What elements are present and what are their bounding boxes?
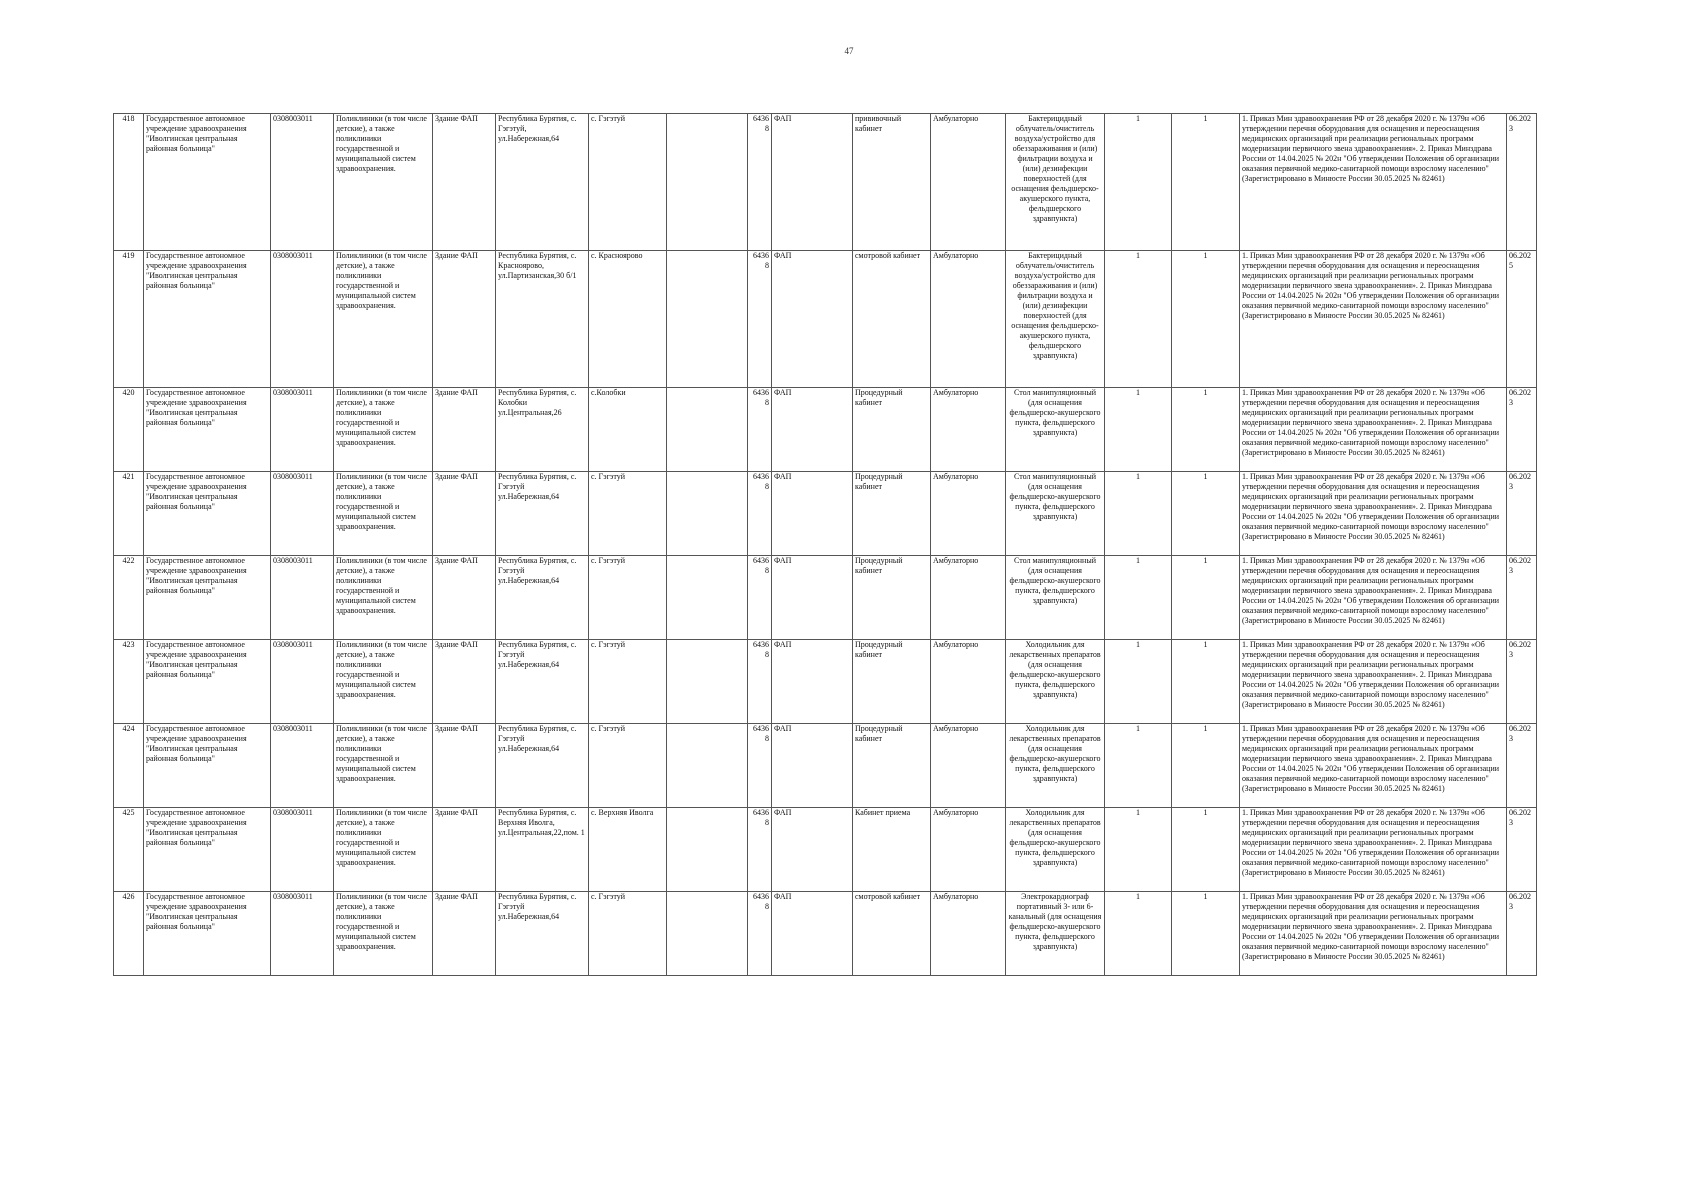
cell-organization-name: Государственное автономное учреждение здравоохранения "Иволгинская центральная районная больница" bbox=[144, 640, 271, 724]
cell-address: Республика Бурятия, с. Гэгэтуй ул.Набережная,64 bbox=[496, 724, 589, 808]
cell-organization-name: Государственное автономное учреждение здравоохранения "Иволгинская центральная районная больница" bbox=[144, 808, 271, 892]
cell-unit-type: ФАП bbox=[772, 472, 853, 556]
cell-unit-type: ФАП bbox=[772, 892, 853, 976]
table-row bbox=[114, 114, 1537, 251]
cell-organization-name: Государственное автономное учреждение здравоохранения "Иволгинская центральная районная больница" bbox=[144, 251, 271, 388]
cell-quantity-planned: 1 bbox=[1172, 892, 1240, 976]
cell-extra-field bbox=[667, 388, 748, 472]
cell-care-form: Амбулаторно bbox=[931, 724, 1006, 808]
cell-area-code: 64368 bbox=[748, 251, 772, 388]
cell-organization-name: Государственное автономное учреждение здравоохранения "Иволгинская центральная районная больница" bbox=[144, 892, 271, 976]
table-row bbox=[114, 251, 1537, 388]
table-row bbox=[114, 556, 1537, 640]
cell-unit-type: ФАП bbox=[772, 114, 853, 251]
cell-row-number: 420 bbox=[114, 388, 144, 472]
cell-extra-field bbox=[667, 892, 748, 976]
cell-room-type: Процедурный кабинет bbox=[853, 556, 931, 640]
cell-unit-type: ФАП bbox=[772, 724, 853, 808]
cell-activity-profile: Поликлиники (в том числе детские), а также поликлиники государственной и муниципальной систем здравоохранения. bbox=[334, 388, 433, 472]
cell-activity-profile: Поликлиники (в том числе детские), а также поликлиники государственной и муниципальной систем здравоохранения. bbox=[334, 556, 433, 640]
cell-address: Республика Бурятия, с. Колобки ул.Центральная,26 bbox=[496, 388, 589, 472]
cell-organization-code: 0308003011 bbox=[271, 388, 334, 472]
page-number: 47 bbox=[844, 46, 854, 56]
cell-delivery-date: 06.2023 bbox=[1507, 388, 1537, 472]
cell-care-form: Амбулаторно bbox=[931, 808, 1006, 892]
cell-building-type: Здание ФАП bbox=[433, 251, 496, 388]
cell-activity-profile: Поликлиники (в том числе детские), а также поликлиники государственной и муниципальной систем здравоохранения. bbox=[334, 640, 433, 724]
cell-row-number: 421 bbox=[114, 472, 144, 556]
cell-delivery-date: 06.2023 bbox=[1507, 808, 1537, 892]
cell-care-form: Амбулаторно bbox=[931, 388, 1006, 472]
cell-equipment-name: Холодильник для лекарственных препаратов (для оснащения фельдшерско-акушерского пункта, фельдшерского здравпункта) bbox=[1006, 640, 1105, 724]
cell-row-number: 419 bbox=[114, 251, 144, 388]
cell-settlement: с. Гэгэтуй bbox=[589, 472, 667, 556]
cell-unit-type: ФАП bbox=[772, 556, 853, 640]
cell-unit-type: ФАП bbox=[772, 388, 853, 472]
cell-building-type: Здание ФАП bbox=[433, 892, 496, 976]
cell-quantity-planned: 1 bbox=[1172, 388, 1240, 472]
cell-building-type: Здание ФАП bbox=[433, 556, 496, 640]
cell-care-form: Амбулаторно bbox=[931, 892, 1006, 976]
cell-care-form: Амбулаторно bbox=[931, 556, 1006, 640]
cell-organization-name: Государственное автономное учреждение здравоохранения "Иволгинская центральная районная больница" bbox=[144, 388, 271, 472]
cell-building-type: Здание ФАП bbox=[433, 808, 496, 892]
table-row bbox=[114, 808, 1537, 892]
cell-equipment-name: Стол манипуляционный (для оснащения фельдшерско-акушерского пункта, фельдшерского здравпункта) bbox=[1006, 472, 1105, 556]
cell-settlement: с. Гэгэтуй bbox=[589, 640, 667, 724]
cell-quantity-required: 1 bbox=[1105, 251, 1172, 388]
cell-delivery-date: 06.2023 bbox=[1507, 472, 1537, 556]
cell-organization-code: 0308003011 bbox=[271, 114, 334, 251]
cell-delivery-date: 06.2023 bbox=[1507, 724, 1537, 808]
cell-row-number: 425 bbox=[114, 808, 144, 892]
cell-address: Республика Бурятия, с. Гэгэтуй, ул.Набережная,64 bbox=[496, 114, 589, 251]
cell-regulatory-documents: 1. Приказ Мин здравоохранения РФ от 28 декабря 2020 г. № 1379н «Об утверждении перечня оборудования для оснащения и переоснащения медицинских организаций при реализации региональных программ модернизации первичного звена здравоохранения». 2. Приказ Минздрава России от 14.04.2025 № 202н "Об утверждении Положения об организации оказания первичной медико-санитарной помощи взрослому населению" (Зарегистрировано в Минюсте России 30.05.2025 № 82461) bbox=[1240, 808, 1507, 892]
cell-quantity-required: 1 bbox=[1105, 388, 1172, 472]
cell-row-number: 424 bbox=[114, 724, 144, 808]
registry-rows bbox=[114, 114, 1537, 976]
cell-building-type: Здание ФАП bbox=[433, 114, 496, 251]
cell-address: Республика Бурятия, с. Гэгэтуй ул.Набережная,64 bbox=[496, 640, 589, 724]
cell-quantity-required: 1 bbox=[1105, 724, 1172, 808]
table-row bbox=[114, 640, 1537, 724]
cell-quantity-required: 1 bbox=[1105, 472, 1172, 556]
cell-quantity-planned: 1 bbox=[1172, 472, 1240, 556]
cell-building-type: Здание ФАП bbox=[433, 388, 496, 472]
cell-equipment-name: Холодильник для лекарственных препаратов (для оснащения фельдшерско-акушерского пункта, фельдшерского здравпункта) bbox=[1006, 808, 1105, 892]
cell-room-type: прививочный кабинет bbox=[853, 114, 931, 251]
cell-area-code: 64368 bbox=[748, 556, 772, 640]
cell-room-type: смотровой кабинет bbox=[853, 892, 931, 976]
cell-settlement: с. Гэгэтуй bbox=[589, 892, 667, 976]
cell-delivery-date: 06.2023 bbox=[1507, 640, 1537, 724]
cell-unit-type: ФАП bbox=[772, 640, 853, 724]
table-row bbox=[114, 724, 1537, 808]
equipment-registry-table bbox=[113, 113, 1537, 976]
cell-regulatory-documents: 1. Приказ Мин здравоохранения РФ от 28 декабря 2020 г. № 1379н «Об утверждении перечня оборудования для оснащения и переоснащения медицинских организаций при реализации региональных программ модернизации первичного звена здравоохранения». 2. Приказ Минздрава России от 14.04.2025 № 202н "Об утверждении Положения об организации оказания первичной медико-санитарной помощи взрослому населению" (Зарегистрировано в Минюсте России 30.05.2025 № 82461) bbox=[1240, 892, 1507, 976]
cell-organization-name: Государственное автономное учреждение здравоохранения "Иволгинская центральная районная больница" bbox=[144, 724, 271, 808]
cell-organization-name: Государственное автономное учреждение здравоохранения "Иволгинская центральная районная больница" bbox=[144, 114, 271, 251]
cell-equipment-name: Стол манипуляционный (для оснащения фельдшерско-акушерского пункта, фельдшерского здравпункта) bbox=[1006, 556, 1105, 640]
cell-room-type: смотровой кабинет bbox=[853, 251, 931, 388]
cell-area-code: 64368 bbox=[748, 724, 772, 808]
cell-building-type: Здание ФАП bbox=[433, 724, 496, 808]
cell-address: Республика Бурятия, с. Гэгэтуй ул.Набережная,64 bbox=[496, 892, 589, 976]
cell-area-code: 64368 bbox=[748, 472, 772, 556]
cell-equipment-name: Электрокардиограф портативный 3- или 6-канальный (для оснащения фельдшерско-акушерского пункта, фельдшерского здравпункта) bbox=[1006, 892, 1105, 976]
cell-activity-profile: Поликлиники (в том числе детские), а также поликлиники государственной и муниципальной систем здравоохранения. bbox=[334, 472, 433, 556]
cell-regulatory-documents: 1. Приказ Мин здравоохранения РФ от 28 декабря 2020 г. № 1379н «Об утверждении перечня оборудования для оснащения и переоснащения медицинских организаций при реализации региональных программ модернизации первичного звена здравоохранения». 2. Приказ Минздрава России от 14.04.2025 № 202н "Об утверждении Положения об организации оказания первичной медико-санитарной помощи взрослому населению" (Зарегистрировано в Минюсте России 30.05.2025 № 82461) bbox=[1240, 114, 1507, 251]
cell-quantity-planned: 1 bbox=[1172, 640, 1240, 724]
cell-quantity-required: 1 bbox=[1105, 114, 1172, 251]
cell-regulatory-documents: 1. Приказ Мин здравоохранения РФ от 28 декабря 2020 г. № 1379н «Об утверждении перечня оборудования для оснащения и переоснащения медицинских организаций при реализации региональных программ модернизации первичного звена здравоохранения». 2. Приказ Минздрава России от 14.04.2025 № 202н "Об утверждении Положения об организации оказания первичной медико-санитарной помощи взрослому населению" (Зарегистрировано в Минюсте России 30.05.2025 № 82461) bbox=[1240, 556, 1507, 640]
cell-row-number: 426 bbox=[114, 892, 144, 976]
cell-quantity-required: 1 bbox=[1105, 808, 1172, 892]
cell-organization-code: 0308003011 bbox=[271, 472, 334, 556]
cell-delivery-date: 06.2023 bbox=[1507, 114, 1537, 251]
cell-quantity-planned: 1 bbox=[1172, 114, 1240, 251]
cell-address: Республика Бурятия, с. Гэгэтуй ул.Набережная,64 bbox=[496, 556, 589, 640]
cell-delivery-date: 06.2023 bbox=[1507, 556, 1537, 640]
cell-organization-code: 0308003011 bbox=[271, 724, 334, 808]
cell-extra-field bbox=[667, 556, 748, 640]
cell-area-code: 64368 bbox=[748, 388, 772, 472]
cell-area-code: 64368 bbox=[748, 808, 772, 892]
cell-regulatory-documents: 1. Приказ Мин здравоохранения РФ от 28 декабря 2020 г. № 1379н «Об утверждении перечня оборудования для оснащения и переоснащения медицинских организаций при реализации региональных программ модернизации первичного звена здравоохранения». 2. Приказ Минздрава России от 14.04.2025 № 202н "Об утверждении Положения об организации оказания первичной медико-санитарной помощи взрослому населению" (Зарегистрировано в Минюсте России 30.05.2025 № 82461) bbox=[1240, 640, 1507, 724]
cell-settlement: с. Гэгэтуй bbox=[589, 556, 667, 640]
cell-organization-name: Государственное автономное учреждение здравоохранения "Иволгинская центральная районная больница" bbox=[144, 556, 271, 640]
cell-quantity-required: 1 bbox=[1105, 556, 1172, 640]
cell-quantity-required: 1 bbox=[1105, 892, 1172, 976]
cell-row-number: 418 bbox=[114, 114, 144, 251]
cell-quantity-planned: 1 bbox=[1172, 556, 1240, 640]
cell-organization-code: 0308003011 bbox=[271, 251, 334, 388]
cell-organization-name: Государственное автономное учреждение здравоохранения "Иволгинская центральная районная больница" bbox=[144, 472, 271, 556]
cell-activity-profile: Поликлиники (в том числе детские), а также поликлиники государственной и муниципальной систем здравоохранения. bbox=[334, 724, 433, 808]
cell-unit-type: ФАП bbox=[772, 808, 853, 892]
cell-room-type: Процедурный кабинет bbox=[853, 640, 931, 724]
cell-settlement: с. Красноярово bbox=[589, 251, 667, 388]
cell-extra-field bbox=[667, 640, 748, 724]
table-row bbox=[114, 472, 1537, 556]
cell-extra-field bbox=[667, 724, 748, 808]
cell-address: Республика Бурятия, с. Гэгэтуй ул.Набережная,64 bbox=[496, 472, 589, 556]
cell-regulatory-documents: 1. Приказ Мин здравоохранения РФ от 28 декабря 2020 г. № 1379н «Об утверждении перечня оборудования для оснащения и переоснащения медицинских организаций при реализации региональных программ модернизации первичного звена здравоохранения». 2. Приказ Минздрава России от 14.04.2025 № 202н "Об утверждении Положения об организации оказания первичной медико-санитарной помощи взрослому населению" (Зарегистрировано в Минюсте России 30.05.2025 № 82461) bbox=[1240, 472, 1507, 556]
cell-quantity-planned: 1 bbox=[1172, 808, 1240, 892]
cell-activity-profile: Поликлиники (в том числе детские), а также поликлиники государственной и муниципальной систем здравоохранения. bbox=[334, 251, 433, 388]
cell-room-type: Процедурный кабинет bbox=[853, 724, 931, 808]
table-row bbox=[114, 388, 1537, 472]
table-row bbox=[114, 892, 1537, 976]
cell-quantity-required: 1 bbox=[1105, 640, 1172, 724]
cell-organization-code: 0308003011 bbox=[271, 808, 334, 892]
cell-extra-field bbox=[667, 472, 748, 556]
cell-address: Республика Бурятия, с. Верхняя Иволга, ул.Центральная,22,пом. 1 bbox=[496, 808, 589, 892]
cell-care-form: Амбулаторно bbox=[931, 114, 1006, 251]
cell-row-number: 423 bbox=[114, 640, 144, 724]
cell-extra-field bbox=[667, 808, 748, 892]
cell-organization-code: 0308003011 bbox=[271, 640, 334, 724]
cell-equipment-name: Холодильник для лекарственных препаратов (для оснащения фельдшерско-акушерского пункта, фельдшерского здравпункта) bbox=[1006, 724, 1105, 808]
cell-building-type: Здание ФАП bbox=[433, 640, 496, 724]
cell-regulatory-documents: 1. Приказ Мин здравоохранения РФ от 28 декабря 2020 г. № 1379н «Об утверждении перечня оборудования для оснащения и переоснащения медицинских организаций при реализации региональных программ модернизации первичного звена здравоохранения». 2. Приказ Минздрава России от 14.04.2025 № 202н "Об утверждении Положения об организации оказания первичной медико-санитарной помощи взрослому населению" (Зарегистрировано в Минюсте России 30.05.2025 № 82461) bbox=[1240, 251, 1507, 388]
cell-delivery-date: 06.2025 bbox=[1507, 251, 1537, 388]
cell-settlement: с. Верхняя Иволга bbox=[589, 808, 667, 892]
cell-activity-profile: Поликлиники (в том числе детские), а также поликлиники государственной и муниципальной систем здравоохранения. bbox=[334, 114, 433, 251]
cell-settlement: с. Гэгэтуй bbox=[589, 114, 667, 251]
cell-regulatory-documents: 1. Приказ Мин здравоохранения РФ от 28 декабря 2020 г. № 1379н «Об утверждении перечня оборудования для оснащения и переоснащения медицинских организаций при реализации региональных программ модернизации первичного звена здравоохранения». 2. Приказ Минздрава России от 14.04.2025 № 202н "Об утверждении Положения об организации оказания первичной медико-санитарной помощи взрослому населению" (Зарегистрировано в Минюсте России 30.05.2025 № 82461) bbox=[1240, 724, 1507, 808]
cell-regulatory-documents: 1. Приказ Мин здравоохранения РФ от 28 декабря 2020 г. № 1379н «Об утверждении перечня оборудования для оснащения и переоснащения медицинских организаций при реализации региональных программ модернизации первичного звена здравоохранения». 2. Приказ Минздрава России от 14.04.2025 № 202н "Об утверждении Положения об организации оказания первичной медико-санитарной помощи взрослому населению" (Зарегистрировано в Минюсте России 30.05.2025 № 82461) bbox=[1240, 388, 1507, 472]
cell-area-code: 64368 bbox=[748, 640, 772, 724]
cell-activity-profile: Поликлиники (в том числе детские), а также поликлиники государственной и муниципальной систем здравоохранения. bbox=[334, 808, 433, 892]
cell-extra-field bbox=[667, 251, 748, 388]
cell-room-type: Процедурный кабинет bbox=[853, 472, 931, 556]
cell-room-type: Процедурный кабинет bbox=[853, 388, 931, 472]
cell-care-form: Амбулаторно bbox=[931, 472, 1006, 556]
cell-room-type: Кабинет приема bbox=[853, 808, 931, 892]
cell-care-form: Амбулаторно bbox=[931, 251, 1006, 388]
cell-settlement: с. Гэгэтуй bbox=[589, 724, 667, 808]
cell-settlement: с.Колобки bbox=[589, 388, 667, 472]
cell-equipment-name: Стол манипуляционный (для оснащения фельдшерско-акушерского пункта, фельдшерского здравпункта) bbox=[1006, 388, 1105, 472]
cell-organization-code: 0308003011 bbox=[271, 892, 334, 976]
cell-organization-code: 0308003011 bbox=[271, 556, 334, 640]
cell-row-number: 422 bbox=[114, 556, 144, 640]
cell-quantity-planned: 1 bbox=[1172, 251, 1240, 388]
cell-activity-profile: Поликлиники (в том числе детские), а также поликлиники государственной и муниципальной систем здравоохранения. bbox=[334, 892, 433, 976]
cell-extra-field bbox=[667, 114, 748, 251]
cell-unit-type: ФАП bbox=[772, 251, 853, 388]
cell-building-type: Здание ФАП bbox=[433, 472, 496, 556]
cell-delivery-date: 06.2023 bbox=[1507, 892, 1537, 976]
cell-equipment-name: Бактерицидный облучатель/очиститель воздуха/устройство для обеззараживания и (или) фильтрации воздуха и (или) дезинфекции поверхностей (для оснащения фельдшерско-акушерского пункта, фельдшерского здравпункта) bbox=[1006, 114, 1105, 251]
cell-quantity-planned: 1 bbox=[1172, 724, 1240, 808]
cell-equipment-name: Бактерицидный облучатель/очиститель воздуха/устройство для обеззараживания и (или) фильтрации воздуха и (или) дезинфекции поверхностей (для оснащения фельдшерско-акушерского пункта, фельдшерского здравпункта) bbox=[1006, 251, 1105, 388]
cell-area-code: 64368 bbox=[748, 114, 772, 251]
cell-care-form: Амбулаторно bbox=[931, 640, 1006, 724]
cell-area-code: 64368 bbox=[748, 892, 772, 976]
cell-address: Республика Бурятия, с. Красноярово, ул.Партизанская,30 б/1 bbox=[496, 251, 589, 388]
